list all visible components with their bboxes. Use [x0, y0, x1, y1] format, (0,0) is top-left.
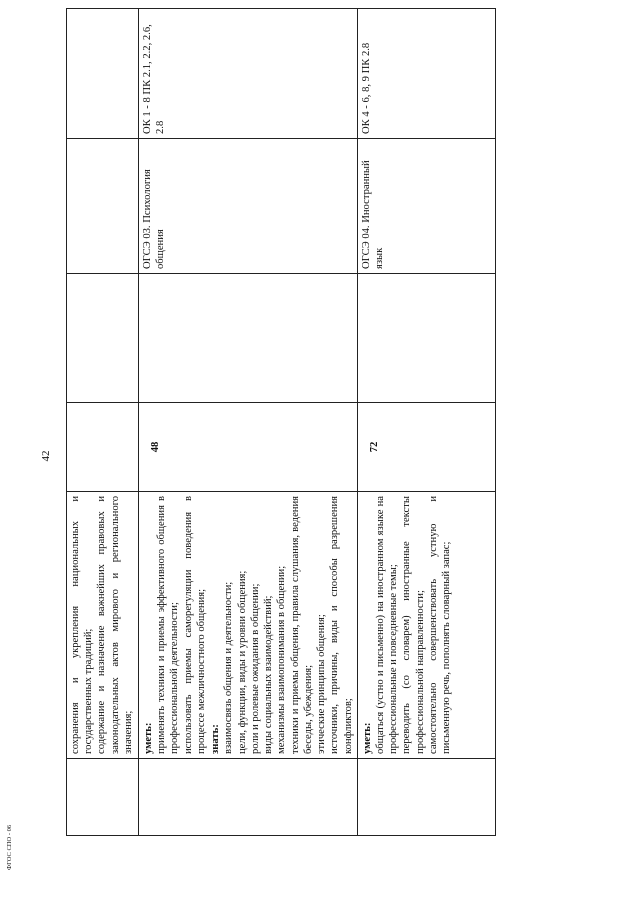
skill-line: виды социальных взаимодействий; [263, 595, 275, 754]
hours-cell: 72 [357, 403, 495, 492]
skill-line: источники, причины, виды и способы разрешения конфликтов; [329, 496, 354, 754]
index-cell [357, 759, 495, 836]
empty-cell [357, 274, 495, 403]
skill-line: взаимосвязь общения и деятельности; [223, 581, 235, 754]
competencies-cell: ОК 4 - 6, 8, 9 ПК 2.8 [357, 9, 495, 139]
skill-line: техники и приемы общения, правила слушания, ведения беседы, убеждения; [289, 496, 314, 754]
skill-line: содержание и назначение важнейших правовых и законодательных актов мирового и регионального значения; [96, 496, 134, 754]
skills-heading: уметь: [361, 722, 373, 754]
page-number: 42 [40, 450, 52, 462]
curriculum-table [66, 8, 496, 836]
index-cell [67, 759, 139, 836]
skills-heading: уметь: [143, 722, 154, 754]
discipline-cell [67, 139, 139, 274]
skill-line: цели, функции, виды и уровни общения; [236, 570, 248, 754]
table-row [67, 9, 139, 836]
hours-cell [67, 403, 139, 492]
empty-cell [67, 274, 139, 403]
skill-line: переводить (со словарем) иностранные тексты профессиональной направленности; [401, 496, 426, 754]
competencies-cell [67, 9, 139, 139]
skill-line: использовать приемы саморегуляции поведения в процессе межличностного общения; [182, 496, 207, 754]
table-row [357, 9, 495, 836]
knowledge-heading: знать: [210, 724, 222, 754]
index-cell [139, 759, 358, 836]
skill-line: этические принципы общения; [316, 614, 328, 754]
competencies-cell: ОК 1 - 8 ПК 2.1, 2.2, 2.6, 2.8 [139, 9, 358, 139]
skill-line: механизмы взаимопонимания в общении; [276, 565, 288, 754]
skill-line: роли и ролевые ожидания в общении; [249, 583, 261, 754]
table-row [139, 9, 358, 836]
skill-line: общаться (устно и письменно) на иностранном языке на профессиональные и повседневные темы; [374, 496, 400, 754]
skills-cell [67, 492, 139, 759]
hours-cell: 48 [139, 403, 358, 492]
discipline-cell: ОГСЭ 04. Иностранный язык [357, 139, 495, 274]
discipline-cell: ОГСЭ 03. Психология общения [139, 139, 358, 274]
footer-code: ФГОС СПО - 06 [6, 824, 13, 870]
skills-cell [357, 492, 495, 759]
skills-cell [139, 492, 358, 759]
skill-line: самостоятельно совершенствовать устную и письменную речь, пополнять словарный запас; [427, 496, 453, 754]
skill-line: сохранения и укрепления национальных и государственных традиций; [70, 496, 95, 754]
empty-cell [139, 274, 358, 403]
rotated-page [66, 24, 453, 836]
skill-line: применять техники и приемы эффективного общения в профессиональной деятельности; [156, 496, 181, 754]
